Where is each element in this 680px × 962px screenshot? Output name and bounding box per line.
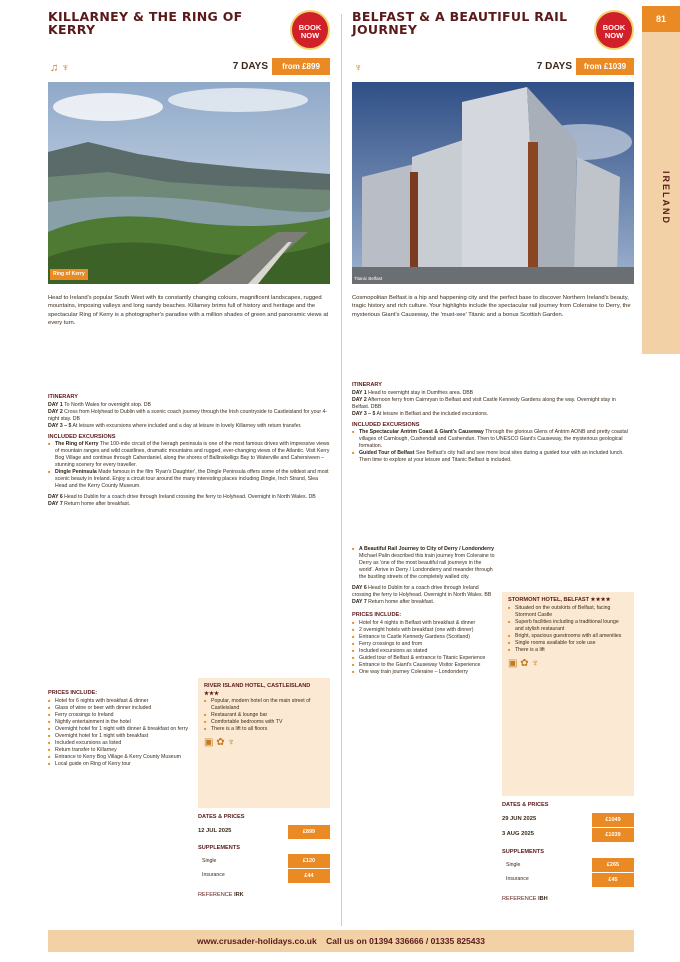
hotel-amenity-icons: ▣ ✿ ♆	[508, 657, 539, 669]
supplements-table	[502, 858, 634, 888]
excursions-list	[352, 429, 634, 464]
hotel-name: STORMONT HOTEL, BELFAST ★★★★	[508, 597, 611, 603]
prices-include-section	[48, 686, 193, 768]
list-item: ■ 2 overnight hotels with breakfast (one with dinner)	[352, 627, 497, 634]
supplements-table	[198, 854, 330, 884]
list-item: ■ Included excursions as stated	[352, 648, 497, 655]
footer-bar	[48, 930, 634, 952]
list-item: ■ Ferry crossings to Ireland	[48, 712, 193, 719]
excursions-list	[48, 441, 330, 490]
list-item: ■ Hotel for 6 nights with breakfast & dinner	[48, 698, 193, 705]
list-item: ■ Single rooms available for sole use	[508, 640, 628, 647]
list-item: ■ Entrance to Kerry Bog Village & Kerry County Museum	[48, 754, 193, 761]
section-side-tab	[642, 6, 680, 354]
list-item: ■ Guided tour of Belfast & entrance to Titanic Experience	[352, 655, 497, 662]
page-number: 81	[642, 6, 680, 32]
date-price: £899	[288, 825, 330, 839]
hotel-features	[204, 698, 324, 733]
list-item: ■ Superb facilities including a traditional lounge and stylish restaurant	[508, 619, 628, 633]
list-item: ■ The Ring of Kerry The 100-mile circuit of the Iveragh peninsula is one of the most famous drives with impressive views of mountain ranges and wild coastlines, dramatic mountains and rugged, ever-changing views of the Atlantic. Visit Kerry Bog Village and continue through Caherdaniel, along the shores of Ballinskelligs Bay to Waterville and Cahersiveen – stunning scenery for every traveller.	[48, 441, 330, 469]
date-row	[198, 825, 330, 841]
list-item: ■ Included excursions as listed	[48, 740, 193, 747]
dates-prices-section	[198, 814, 330, 900]
list-item: ■ Bright, spacious guestrooms with all amenities	[508, 633, 628, 640]
list-item: ■ The Spectacular Antrim Coast & Giant's Causeway Through the glorious Glens of Antrim AONB and pretty coastal villages of Carnlough, Cushendall and Cushendun. Then to UNESCO Giant's Causeway, the mysterious geological formation.	[352, 429, 634, 450]
prices-include-list	[48, 698, 193, 768]
supplement-price: £45	[592, 873, 634, 887]
photo-tag: Ring of Kerry	[50, 269, 88, 280]
section-label: IRELAND	[661, 171, 671, 225]
list-item: ■ Guided Tour of Belfast See Belfast's city hall and see more local sites during a guided tour with an included lunch. Then time to explore at your leisure and Titanic Belfast is included.	[352, 450, 634, 464]
excursions-list-continued	[352, 546, 497, 581]
list-item: ■ One way train journey Coleraine – Londonderry	[352, 669, 497, 676]
amenity-icon: ♆	[354, 62, 363, 74]
photo-caption: Titanic Belfast	[354, 275, 383, 281]
tour-title: BELFAST & A BEAUTIFUL RAIL JOURNEY	[352, 9, 568, 37]
list-item: ■ Entrance to the Giant's Causeway Visitor Experience	[352, 662, 497, 669]
hotel-name: RIVER ISLAND HOTEL, CASTLEISLAND ★★★	[204, 683, 311, 697]
tour-intro: Cosmopolitan Belfast is a hip and happening city and the perfect base to discover Northern Ireland's beauty, tragic history and rich culture. Your highlights include the spectacular rail journey from Coleraine to Derry, the mysterious Giant's Causeway, the 'must-see' Titanic and a bonus Scottish Garden.	[352, 295, 631, 318]
itinerary-heading: ITINERARY	[48, 394, 78, 400]
music-icon: ♫ ♆	[50, 62, 70, 74]
list-item: ■ There is a lift	[508, 647, 628, 654]
itinerary-day: DAY 7 Return home after breakfast.	[352, 599, 435, 606]
supplement-label: Single	[506, 862, 521, 869]
itinerary-day: DAY 3 – 5 At leisure with excursions where included and a day at leisure in lovely Killarney with return transfer.	[48, 422, 302, 429]
supplements-heading: SUPPLEMENTS	[198, 844, 240, 851]
book-now-badge[interactable]: BOOK NOW	[594, 10, 634, 50]
date-price: £1039	[592, 828, 634, 842]
website-link[interactable]: www.crusader-holidays.co.uk	[197, 936, 317, 946]
dates-heading: DATES & PRICES	[502, 802, 549, 808]
supplement-label: Insurance	[202, 872, 225, 879]
supplement-price: £44	[288, 869, 330, 883]
list-item: ■ Glass of wine or beer with dinner included	[48, 705, 193, 712]
itinerary-day: DAY 1 To North Wales for overnight stop. DB	[48, 401, 151, 408]
rail-excursion	[352, 546, 497, 676]
list-item: ■ A Beautiful Rail Journey to City of Derry / Londonderry Michael Palin described this train journey from Coleraine to Derry as 'one of the most beautiful rail journeys in the world'. Arrive in Derry / Londonderry and meander through the bustling streets of the completely walled city.	[352, 546, 497, 581]
supplement-price: £265	[592, 858, 634, 872]
itinerary-day: DAY 2 Afternoon ferry from Cairnryan to Belfast and visit Castle Kennedy Gardens along the way. Overnight stay in Belfast. DBB	[352, 396, 616, 410]
list-item: ■ Return transfer to Killarney	[48, 747, 193, 754]
date-price: £1049	[592, 813, 634, 827]
hotel-features	[508, 605, 628, 654]
list-item: ■ Comfortable bedrooms with TV	[204, 719, 324, 726]
itinerary-section	[48, 390, 330, 508]
tour-title: KILLARNEY & THE RING OF KERRY	[48, 9, 243, 37]
prices-include-list	[352, 620, 497, 676]
list-item: ■ Restaurant & lounge bar	[204, 712, 324, 719]
list-item: ■ Dingle Peninsula Made famous in the film 'Ryan's Daughter', the Dingle Peninsula offers some of the wildest and most scenic beauty in Ireland. Enjoy a circuit tour around the many interesting places including Dingle, Inch Strand, Slea Head and the Kerry County Museum.	[48, 469, 330, 490]
list-item: ■ Overnight hotel for 1 night with dinner & breakfast on ferry	[48, 726, 193, 733]
dates-table	[502, 813, 634, 845]
itinerary-day: DAY 1 Head to overnight stay in Dumfries area. DBB	[352, 389, 474, 396]
reference: REFERENCE IBH	[502, 896, 548, 903]
tour-duration: 7 DAYS	[232, 61, 268, 72]
dates-heading: DATES & PRICES	[198, 814, 245, 820]
list-item: ■ Nightly entertainment in the hotel	[48, 719, 193, 726]
hotel-box	[198, 678, 330, 808]
reference: REFERENCE IRK	[198, 892, 244, 899]
column-divider	[341, 14, 342, 926]
hotel-amenity-icons: ▣ ✿ ♆	[204, 737, 235, 749]
prices-include-heading: PRICES INCLUDE:	[48, 690, 98, 696]
tour-killarney	[48, 9, 330, 899]
list-item: ■ Ferry crossings to and from	[352, 641, 497, 648]
supplement-label: Insurance	[506, 876, 529, 883]
date-value: 12 JUL 2025	[198, 827, 232, 834]
ring-of-kerry-photo	[48, 82, 330, 284]
excursions-heading: INCLUDED EXCURSIONS	[48, 433, 116, 440]
supplements-heading: SUPPLEMENTS	[502, 848, 544, 855]
hotel-box	[502, 592, 634, 796]
prices-include-heading: PRICES INCLUDE:	[352, 612, 402, 619]
excursions-heading: INCLUDED EXCURSIONS	[352, 421, 420, 428]
list-item: ■ Local guide on Ring of Kerry tour	[48, 761, 193, 768]
building-illustration	[352, 82, 634, 284]
tour-belfast	[352, 9, 634, 903]
list-item: ■ Situated on the outskirts of Belfast, facing Stormont Castle	[508, 605, 628, 619]
tour-intro: Head to Ireland's popular South West with its constantly changing colours, magnificent landscapes, rugged mountains, imposing valleys and long sandy beaches. Killarney brims full of history and heritage and the spectacular Ring of Kerry is a photographer's paradise with a million shades of green and panoramic views at every turn.	[48, 295, 329, 327]
itinerary-day: DAY 2 Cross from Holyhead to Dublin with a scenic coach journey through the Irish countryside to Castleisland for your 4-night stay. DB	[48, 408, 328, 422]
itinerary-day: DAY 6 Head to Dublin for a coach drive through Ireland crossing the ferry to Holyhead. Overnight in North Wales. DB	[48, 494, 316, 501]
tour-meta-row	[352, 58, 634, 76]
list-item: ■ Entrance to Castle Kennedy Gardens (Scotland)	[352, 634, 497, 641]
tour-price: from £1039	[576, 58, 634, 75]
tour-duration: 7 DAYS	[536, 61, 572, 72]
tour-meta-row	[48, 58, 330, 76]
itinerary-day: DAY 6 Head to Dublin for a coach drive through Ireland crossing the ferry to Holyhead. Overnight in North Wales. BB	[352, 585, 492, 599]
itinerary-day: DAY 7 Return home after breakfast.	[48, 501, 131, 508]
titanic-belfast-photo	[352, 82, 634, 284]
supplement-price: £120	[288, 854, 330, 868]
supplement-label: Single	[202, 858, 217, 865]
book-now-badge[interactable]: BOOK NOW	[290, 10, 330, 50]
itinerary-day: DAY 3 – 5 At leisure in Belfast and the included excursions.	[352, 410, 489, 417]
list-item: ■ Popular, modern hotel on the main street of Castleisland	[204, 698, 324, 712]
dates-prices-section	[502, 802, 634, 904]
landscape-illustration	[48, 82, 330, 284]
date-value: 29 JUN 2025	[502, 815, 537, 822]
list-item: ■ There is a lift to all floors	[204, 726, 324, 733]
date-value: 3 AUG 2025	[502, 830, 535, 837]
list-item: ■ Hotel for 4 nights in Belfast with breakfast & dinner	[352, 620, 497, 627]
itinerary-section	[352, 378, 634, 464]
itinerary-heading: ITINERARY	[352, 382, 382, 388]
phone-text: Call us on 01394 336666 / 01335 825433	[326, 936, 485, 946]
list-item: ■ Overnight hotel for 1 night with breakfast	[48, 733, 193, 740]
tour-price: from £899	[272, 58, 330, 75]
